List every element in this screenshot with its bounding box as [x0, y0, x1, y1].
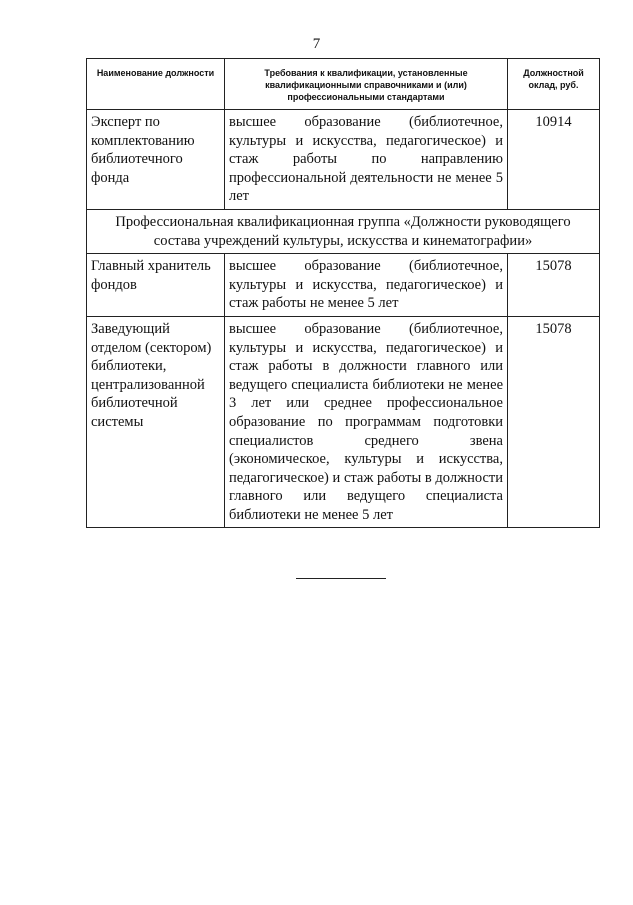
- table-row: [87, 254, 600, 317]
- position-name: Главный хранитель фондов: [87, 254, 225, 317]
- header-salary: Должностной оклад, руб.: [508, 59, 600, 110]
- table-row: [87, 316, 600, 528]
- qualification-table: [86, 58, 600, 528]
- table-header-row: [87, 59, 600, 110]
- page-number: 7: [312, 36, 321, 52]
- salary-value: 15078: [508, 316, 600, 528]
- qualification-requirements: высшее образование (библиотечное, культуры и искусства, педагогическое) и стаж работы не менее 5 лет: [225, 254, 508, 317]
- header-requirements: Требования к квалификации, установленные квалификационными справочниками и (или) профессиональными стандартами: [225, 59, 508, 110]
- position-name: Эксперт по комплектованию библиотечного фонда: [87, 110, 225, 210]
- position-name: Заведующий отделом (сектором) библиотеки, централизованной библиотечной системы: [87, 316, 225, 528]
- group-row: [87, 209, 600, 253]
- qualification-requirements: высшее образование (библиотечное, культуры и искусства, педагогическое) и стаж работы в должности главного или ведущего специалиста библиотеки не менее 3 лет или среднее профессиональное образование по программам подготовки специалистов среднего звена (экономическое, культуры и искусства, педагогическое) и стаж работы в должности главного или ведущего специалиста библиотеки не менее 5 лет: [225, 316, 508, 528]
- qualification-requirements: высшее образование (библиотечное, культуры и искусства, педагогическое) и стаж работы по направлению профессиональной деятельности не менее 5 лет: [225, 110, 508, 210]
- salary-value: 15078: [508, 254, 600, 317]
- header-position: Наименование должности: [87, 59, 225, 110]
- qualification-group-title: Профессиональная квалификационная группа «Должности руководящего состава учреждений культуры, искусства и кинематографии»: [87, 209, 600, 253]
- end-of-document-line: [296, 578, 386, 579]
- salary-value: 10914: [508, 110, 600, 210]
- table-row: [87, 110, 600, 210]
